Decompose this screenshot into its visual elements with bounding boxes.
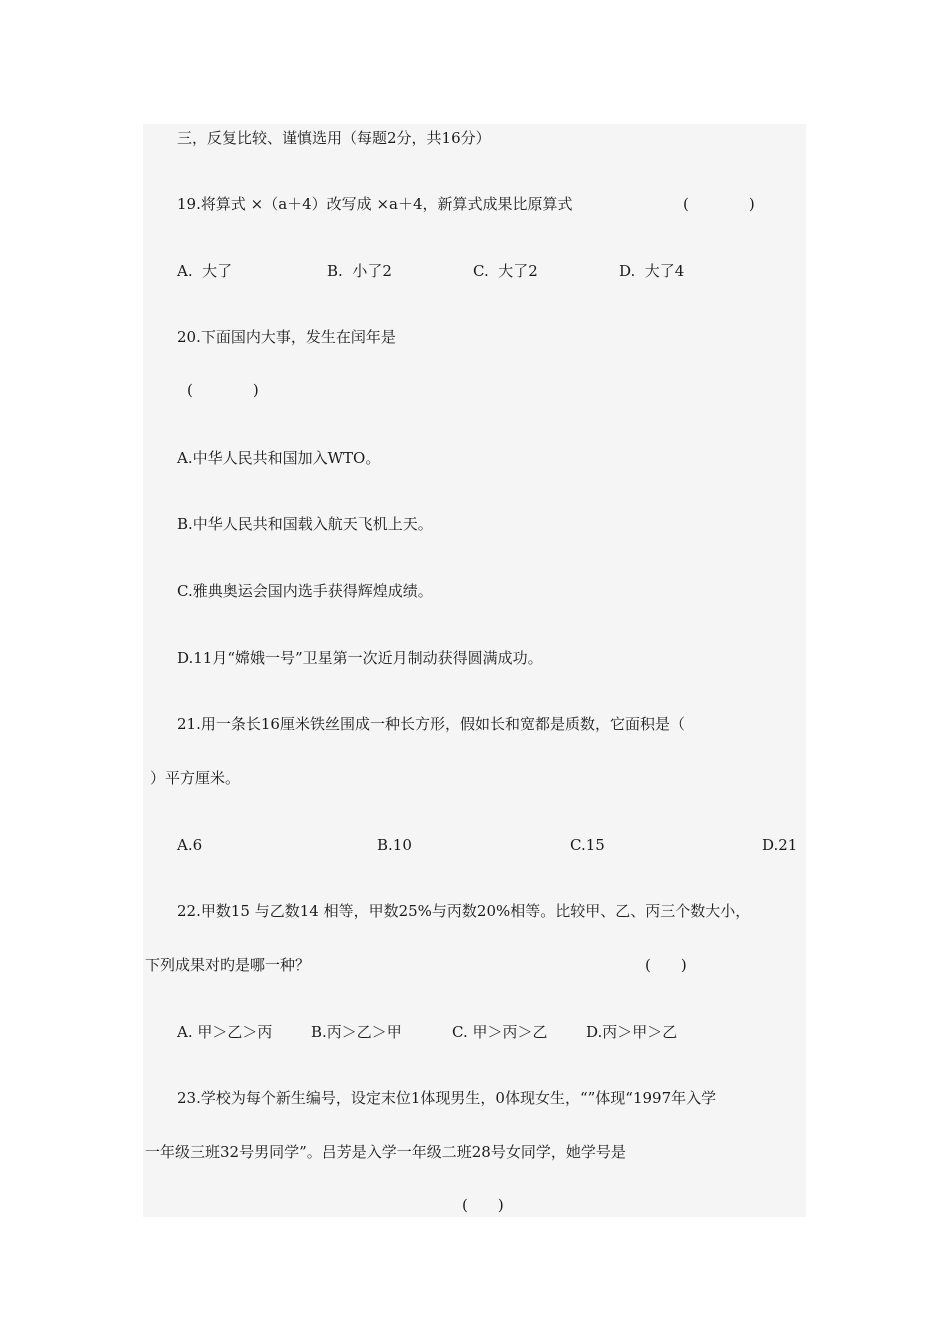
q22-option-b: B.丙＞乙＞甲 bbox=[311, 1023, 402, 1041]
q19-option-c: C. 大了2 bbox=[473, 262, 538, 280]
q19-option-a: A. 大了 bbox=[177, 262, 233, 280]
q19-answer-blank: ( ) bbox=[683, 195, 755, 213]
q20-option-b: B.中华人民共和国载入航天飞机上天。 bbox=[177, 515, 433, 533]
q20-option-d: D.11月“嫦娥一号”卫星第一次近月制动获得圆满成功。 bbox=[177, 649, 543, 667]
q21-option-b: B.10 bbox=[377, 836, 412, 854]
q21-option-d: D.21 bbox=[762, 836, 798, 854]
q22-option-a: A. 甲＞乙＞丙 bbox=[177, 1023, 273, 1041]
q22-answer-blank: ( ) bbox=[645, 956, 687, 974]
section-title: 三，反复比较、谨慎选用（每题2分，共16分） bbox=[177, 129, 491, 147]
q20-option-c: C.雅典奥运会国内选手获得辉煌成绩。 bbox=[177, 582, 433, 600]
q22-option-c: C. 甲＞丙＞乙 bbox=[452, 1023, 548, 1041]
q19-option-d: D. 大了4 bbox=[619, 262, 685, 280]
q20-option-a: A.中华人民共和国加入WTO。 bbox=[177, 449, 381, 467]
q23-stem-line2: 一年级三班32号男同学”。吕芳是入学一年级二班28号女同学，她学号是 bbox=[145, 1143, 626, 1161]
q20-stem: 20.下面国内大事，发生在闰年是 bbox=[177, 328, 396, 346]
q19-stem: 19.将算式 ×（a＋4）改写成 ×a＋4，新算式成果比原算式 bbox=[177, 195, 573, 213]
q22-stem-line2: 下列成果对旳是哪一种？ bbox=[145, 956, 311, 974]
document-page bbox=[143, 124, 806, 1217]
q21-stem-line1: 21.用一条长16厘米铁丝围成一种长方形，假如长和宽都是质数，它面积是（ bbox=[177, 715, 685, 733]
q21-options bbox=[0, 835, 950, 855]
q21-option-c: C.15 bbox=[570, 836, 605, 854]
q21-stem-line2: ）平方厘米。 bbox=[150, 769, 241, 787]
q21-option-a: A.6 bbox=[177, 836, 203, 854]
q22-options bbox=[0, 1022, 950, 1042]
q22-option-d: D.丙＞甲＞乙 bbox=[586, 1023, 678, 1041]
q19-option-b: B. 小了2 bbox=[327, 262, 392, 280]
q22-stem-line1: 22.甲数15 与乙数14 相等，甲数25%与丙数20%相等。比较甲、乙、丙三个数大小， bbox=[177, 902, 751, 920]
q19-options bbox=[0, 261, 950, 281]
q23-stem-line1: 23.学校为每个新生编号，设定末位1体现男生，0体现女生，“”体现“1997年入学 bbox=[177, 1089, 717, 1107]
q20-answer-blank: ( ) bbox=[187, 381, 259, 399]
q23-answer-blank: ( ) bbox=[462, 1196, 504, 1214]
